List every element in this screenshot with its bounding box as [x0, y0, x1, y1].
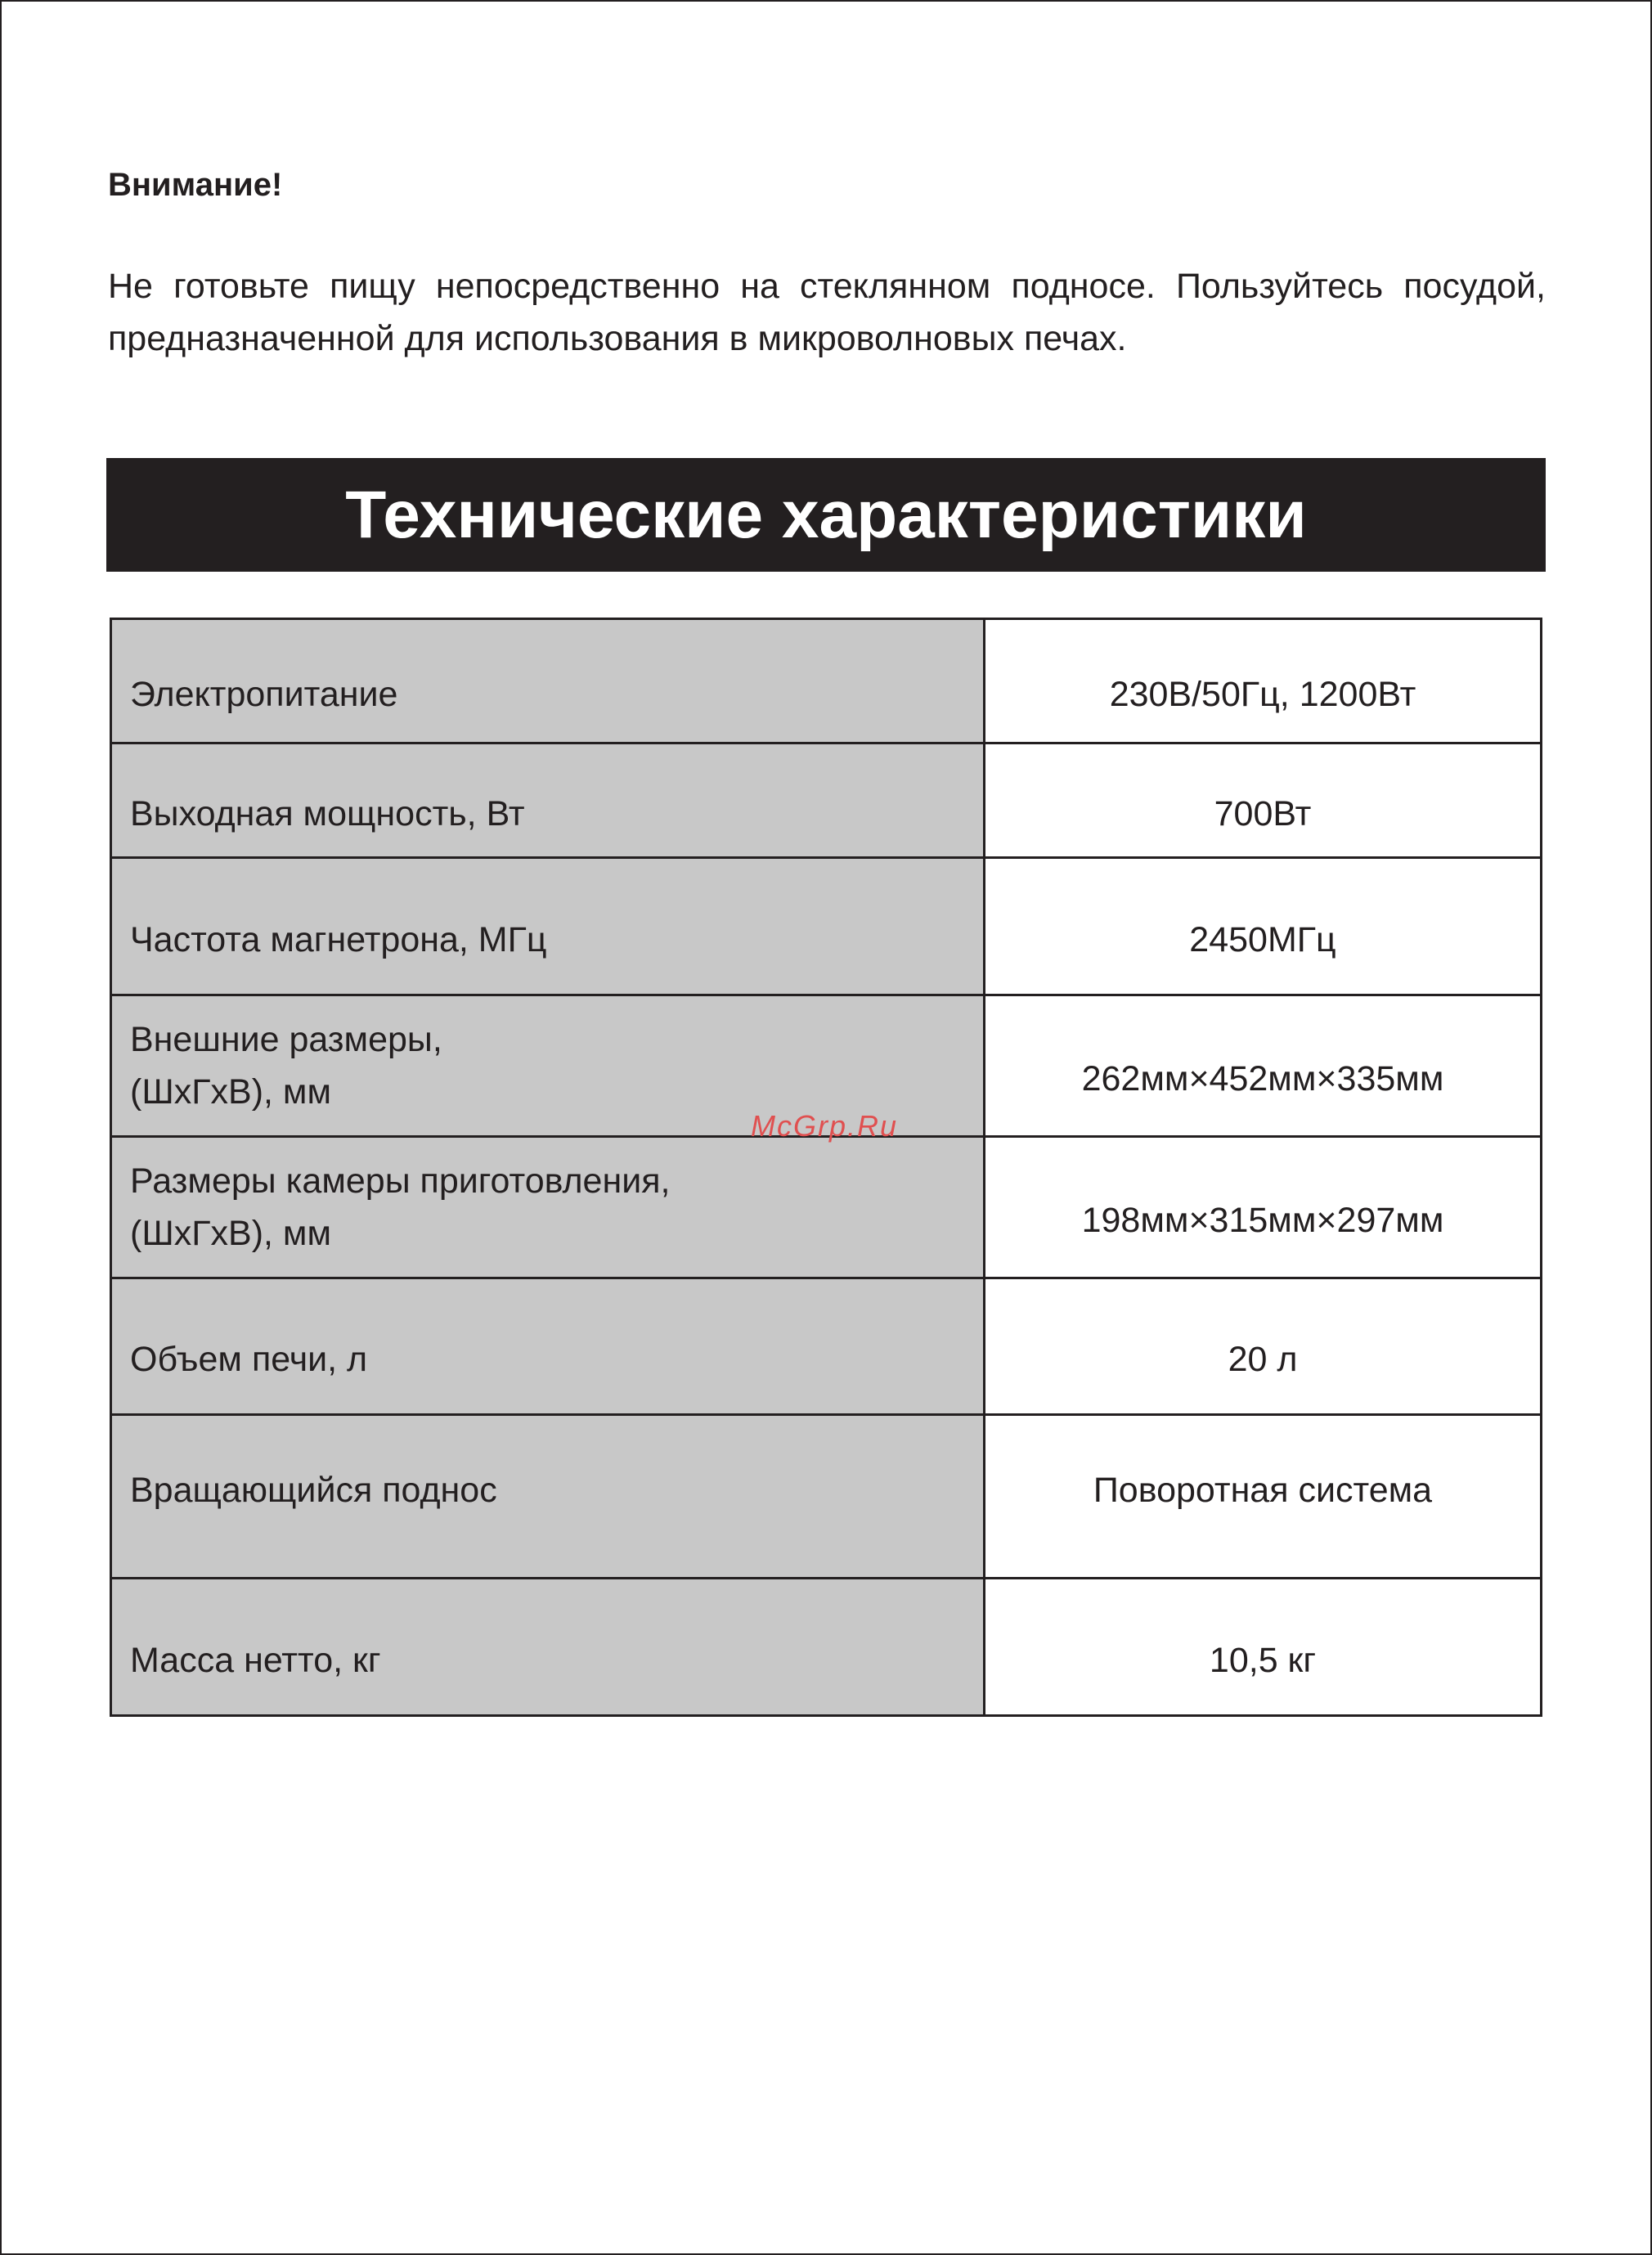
table-row [111, 1137, 1542, 1278]
section-banner [106, 458, 1546, 572]
table-row [111, 858, 1542, 995]
section-title: Технические характеристики [345, 477, 1307, 552]
spec-label-line1: Внешние размеры, [130, 1020, 442, 1059]
spec-value: 2450МГц [985, 858, 1542, 995]
spec-label-line2: (ШхГхВ), мм [130, 1214, 332, 1253]
table-row [111, 1579, 1542, 1716]
spec-label: Частота магнетрона, МГц [111, 858, 985, 995]
spec-value: 230В/50Гц, 1200Вт [985, 619, 1542, 743]
table-row [111, 743, 1542, 858]
warning-heading: Внимание! [108, 167, 283, 203]
spec-value: 20 л [985, 1278, 1542, 1415]
spec-label: Электропитание [111, 619, 985, 743]
spec-label: Масса нетто, кг [111, 1579, 985, 1716]
spec-value: 198мм×315мм×297мм [985, 1137, 1542, 1278]
spec-label: Вращающийся поднос [111, 1415, 985, 1579]
table-row [111, 1278, 1542, 1415]
table-row [111, 1415, 1542, 1579]
spec-label-line2: (ШхГхВ), мм [130, 1072, 332, 1112]
spec-label: Выходная мощность, Вт [111, 743, 985, 858]
watermark: McGrp.Ru [751, 1109, 899, 1143]
spec-label [111, 1137, 985, 1278]
table-row [111, 619, 1542, 743]
spec-label: Объем печи, л [111, 1278, 985, 1415]
spec-value: 700Вт [985, 743, 1542, 858]
warning-text: Не готовьте пищу непосредственно на стеклянном подносе. Пользуйтесь посудой, предназначенной для использования в микроволновых печах. [108, 267, 1546, 358]
spec-value: Поворотная система [985, 1415, 1542, 1579]
spec-value: 262мм×452мм×335мм [985, 995, 1542, 1137]
spec-value: 10,5 кг [985, 1579, 1542, 1716]
spec-table [110, 618, 1542, 1717]
spec-label-line1: Размеры камеры приготовления, [130, 1161, 671, 1201]
